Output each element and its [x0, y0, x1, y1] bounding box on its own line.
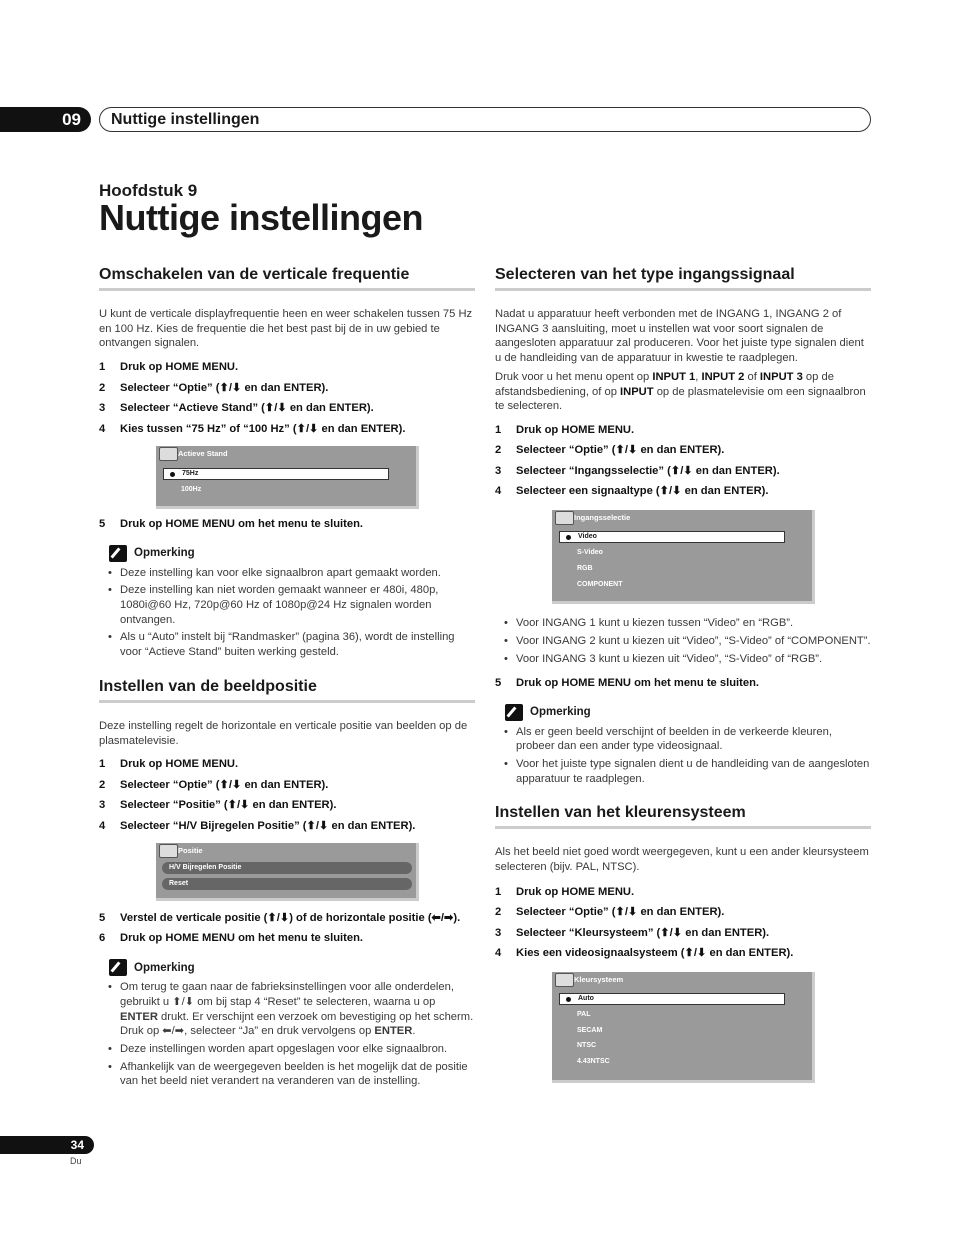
bullet-item: • Voor INGANG 3 kunt u kiezen uit “Video”, “S-Video” of “RGB”. — [495, 652, 871, 667]
input-signal-intro: Nadat u apparatuur heeft verbonden met de INGANG 1, INGANG 2 of INGANG 3 aansluiting, moet u instellen wat voor soort signalen de aangesloten apparatuur zal produceren. Voor het juiste type signalen dient u de handleiding van de apparatuur in kwestie te raadplegen. — [495, 308, 864, 365]
color-system-intro: Als het beeld niet goed wordt weergegeven, kunt u een ander kleursysteem selecteren (bijv. PAL, NTSC). — [495, 846, 869, 874]
menu-option[interactable]: SECAM — [577, 1027, 603, 1035]
step: 2 Selecteer “Optie” (⬆/⬇ en dan ENTER). — [495, 444, 725, 457]
menu-selected-option[interactable]: 75Hz — [163, 468, 389, 480]
note-list — [495, 725, 871, 787]
note-list — [99, 980, 475, 1089]
note-pencil-icon — [109, 959, 127, 976]
menu-row-hv-position[interactable]: H/V Bijregelen Positie — [162, 862, 412, 874]
input-signal-paragraph: Druk voor u het menu opent op INPUT 1, INPUT 2 of INPUT 3 op de afstandsbediening, of op INPUT op de plasmatelevisie om een signaalbron te selecteren. — [495, 370, 866, 413]
menu-title: Ingangsselectie — [574, 513, 631, 523]
section-title-frequency: Omschakelen van de verticale frequentie — [99, 266, 475, 291]
page-number: 34 — [0, 1136, 94, 1154]
chapter-number-badge: 09 — [0, 107, 91, 132]
section-title-color-system: Instellen van het kleurensysteem — [495, 804, 871, 829]
menu-selected-option[interactable]: Auto — [559, 993, 785, 1005]
bullet-item: • Voor INGANG 1 kunt u kiezen tussen “Video” en “RGB”. — [495, 616, 871, 631]
language-code: Du — [70, 1156, 82, 1166]
step: 5 Druk op HOME MENU om het menu te sluiten. — [99, 517, 364, 530]
note-item: • Deze instellingen worden apart opgeslagen voor elke signaalbron. — [99, 1042, 475, 1057]
note-item: • Als u “Auto” instelt bij “Randmasker” (pagina 36), wordt de instelling voor “Actieve Stand” buiten werking gesteld. — [99, 630, 475, 659]
step: 3 Selecteer “Actieve Stand” (⬆/⬇ en dan ENTER). — [99, 402, 374, 415]
note-item: • Als er geen beeld verschijnt of beelden in de verkeerde kleuren, probeer dan een ander type videosignaal. — [495, 725, 871, 754]
menu-option[interactable]: NTSC — [577, 1042, 597, 1050]
menu-kleursysteem — [552, 972, 815, 1083]
left-column — [99, 266, 475, 1092]
menu-title: Actieve Stand — [178, 448, 228, 458]
chapter-label: Hoofdstuk 9 — [99, 181, 198, 200]
menu-tv-icon — [159, 447, 178, 461]
menu-option[interactable]: RGB — [577, 565, 593, 573]
note-item: • Voor het juiste type signalen dient u de handleiding van de aangesloten apparatuur te raadplegen. — [495, 757, 871, 786]
page-title: Nuttige instellingen — [99, 197, 424, 238]
note-header: Opmerking — [109, 959, 475, 976]
step: 3 Selecteer “Kleursysteem” (⬆/⬇ en dan ENTER). — [495, 926, 770, 939]
menu-tv-icon — [159, 844, 178, 858]
note-item: • Afhankelijk van de weergegeven beelden is het mogelijk dat de positie van het beeld niet verandert na veranderen van de instelling. — [99, 1060, 475, 1089]
note-item: • Om terug te gaan naar de fabrieksinstellingen voor alle onderdelen, gebruikt u ⬆/⬇ om bij stap 4 “Reset” te selecteren, waarna u op ENTER drukt. Er verschijnt een verzoek om bevestiging op het scherm. Druk op ⬅/➡, selecteer “Ja” en druk vervolgens op ENTER. — [99, 980, 475, 1039]
step: 3 Selecteer “Ingangsselectie” (⬆/⬇ en dan ENTER). — [495, 464, 780, 477]
menu-tv-icon — [555, 511, 574, 525]
step: 4 Selecteer een signaaltype (⬆/⬇ en dan ENTER). — [495, 485, 769, 498]
frequency-intro: U kunt de verticale displayfrequentie heen en weer schakelen tussen 75 Hz en 100 Hz. Kies de frequentie die het best past bij de in uw gebied te ontvangen signalen. — [99, 308, 473, 350]
step: 2 Selecteer “Optie” (⬆/⬇ en dan ENTER). — [99, 778, 329, 791]
note-pencil-icon — [109, 545, 127, 562]
note-item: • Deze instelling kan voor elke signaalbron apart gemaakt worden. — [99, 566, 475, 581]
step: 1 Druk op HOME MENU. — [99, 361, 239, 374]
menu-positie — [156, 843, 419, 901]
note-header: Opmerking — [109, 545, 475, 562]
note-list — [99, 566, 475, 660]
step: 4 Selecteer “H/V Bijregelen Positie” (⬆/⬇ en dan ENTER). — [99, 819, 416, 832]
right-column — [495, 266, 871, 1083]
menu-option[interactable]: COMPONENT — [577, 581, 623, 589]
chapter-title-bar: Nuttige instellingen — [99, 107, 871, 132]
menu-tv-icon — [555, 973, 574, 987]
step: 4 Kies tussen “75 Hz” of “100 Hz” (⬆/⬇ en dan ENTER). — [99, 422, 406, 435]
menu-ingangsselectie — [552, 510, 815, 604]
input-options-list — [495, 616, 871, 666]
note-header: Opmerking — [505, 704, 871, 721]
section-title-input-signal: Selecteren van het type ingangssignaal — [495, 266, 871, 291]
section-title-position: Instellen van de beeldpositie — [99, 678, 475, 703]
menu-title: Positie — [178, 845, 203, 855]
menu-option[interactable]: S-Video — [577, 549, 603, 557]
position-intro: Deze instelling regelt de horizontale en verticale positie van beelden op de plasmatelevisie. — [99, 719, 468, 747]
step: 2 Selecteer “Optie” (⬆/⬇ en dan ENTER). — [495, 906, 725, 919]
menu-title: Kleursysteem — [574, 975, 624, 985]
step: 3 Selecteer “Positie” (⬆/⬇ en dan ENTER). — [99, 799, 337, 812]
step: 1 Druk op HOME MENU. — [495, 885, 635, 898]
step: 2 Selecteer “Optie” (⬆/⬇ en dan ENTER). — [99, 381, 329, 394]
menu-selected-option[interactable]: Video — [559, 531, 785, 543]
step: 5 Verstel de verticale positie (⬆/⬇) of de horizontale positie (⬅/➡). — [99, 911, 461, 924]
menu-row-reset[interactable]: Reset — [162, 878, 412, 890]
step: 4 Kies een videosignaalsysteem (⬆/⬇ en dan ENTER). — [495, 947, 794, 960]
step: 6 Druk op HOME MENU om het menu te sluiten. — [99, 932, 364, 945]
step: 5 Druk op HOME MENU om het menu te sluiten. — [495, 676, 760, 689]
menu-option[interactable]: 4.43NTSC — [577, 1058, 610, 1066]
note-pencil-icon — [505, 704, 523, 721]
menu-option[interactable]: PAL — [577, 1011, 591, 1019]
step: 1 Druk op HOME MENU. — [495, 423, 635, 436]
menu-actieve-stand — [156, 446, 419, 509]
bullet-item: • Voor INGANG 2 kunt u kiezen uit “Video”, “S-Video” of “COMPONENT”. — [495, 634, 871, 649]
note-item: • Deze instelling kan niet worden gemaakt wanneer er 480i, 480p, 1080i@60 Hz, 720p@60 Hz of 1080p@24 Hz signalen worden ontvangen. — [99, 583, 475, 627]
step: 1 Druk op HOME MENU. — [99, 758, 239, 771]
menu-option[interactable]: 100Hz — [181, 485, 202, 493]
